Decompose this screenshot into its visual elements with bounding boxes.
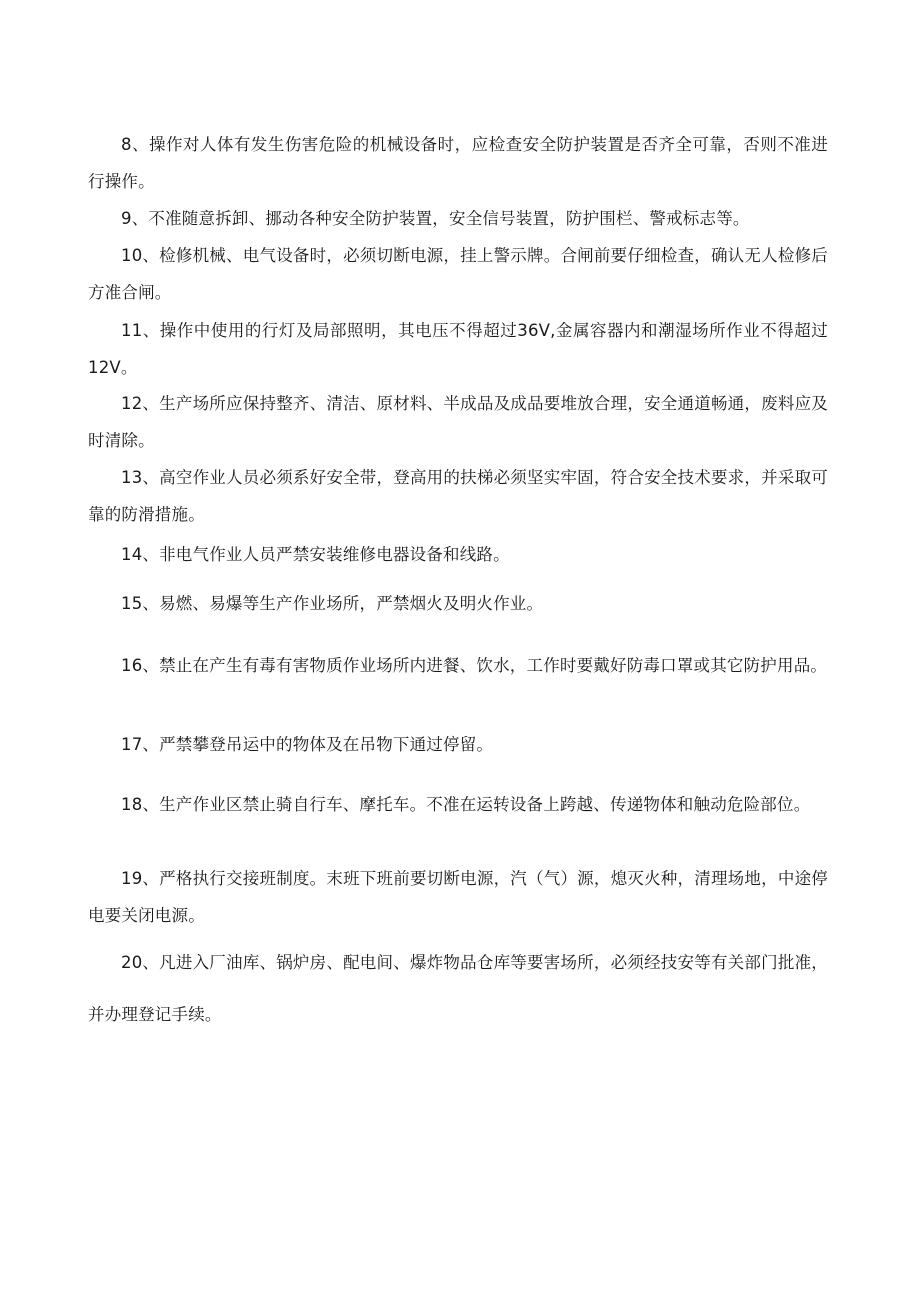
rule-10-paragraph: 10、检修机械、电气设备时，必须切断电源，挂上警示牌。合闸前要仔细检查，确认无人检修后方准合闸。	[88, 246, 828, 302]
rule-15-paragraph: 15、易燃、易爆等生产作业场所，严禁烟火及明火作业。	[121, 594, 544, 613]
rule-20-paragraph: 20、凡进入厂油库、锅炉房、配电间、爆炸物品仓库等要害场所，必须经技安等有关部门批准，并办理登记手续。	[88, 953, 828, 1024]
rule-16-paragraph: 16、禁止在产生有毒有害物质作业场所内进餐、饮水，工作时要戴好防毒口罩或其它防护用品。	[121, 656, 828, 675]
rule-9-paragraph: 9、不准随意拆卸、挪动各种安全防护装置，安全信号装置，防护围栏、警戒标志等。	[121, 209, 750, 228]
rule-8-paragraph: 8、操作对人体有发生伤害危险的机械设备时，应检查安全防护装置是否齐全可靠，否则不准进行操作。	[88, 135, 828, 191]
rule-11-paragraph: 11、操作中使用的行灯及局部照明，其电压不得超过36V,金属容器内和潮湿场所作业不得超过12V。	[88, 321, 828, 377]
rule-19-paragraph: 19、严格执行交接班制度。末班下班前要切断电源，汽（气）源，熄灭火种，清理场地，中途停电要关闭电源。	[88, 869, 828, 925]
rule-14-paragraph: 14、非电气作业人员严禁安装维修电器设备和线路。	[121, 545, 510, 564]
rule-13-paragraph: 13、高空作业人员必须系好安全带，登高用的扶梯必须坚实牢固，符合安全技术要求，并采取可靠的防滑措施。	[88, 468, 828, 524]
rule-17-paragraph: 17、严禁攀登吊运中的物体及在吊物下通过停留。	[121, 735, 494, 754]
rule-18-paragraph: 18、生产作业区禁止骑自行车、摩托车。不准在运转设备上跨越、传递物体和触动危险部位。	[121, 795, 811, 814]
rule-12-paragraph: 12、生产场所应保持整齐、清洁、原材料、半成品及成品要堆放合理，安全通道畅通，废料应及时清除。	[88, 394, 828, 450]
